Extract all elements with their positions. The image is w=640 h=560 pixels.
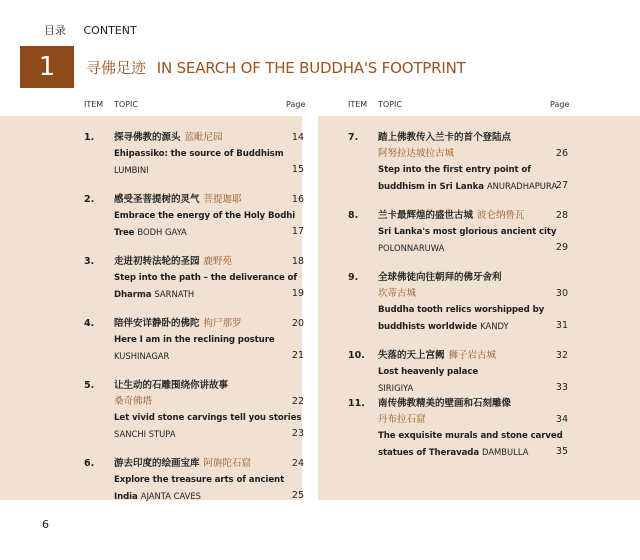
entry-zhsub-line (114, 394, 152, 410)
entry-page-second: 23 (291, 428, 304, 439)
entry-number: 4. (84, 318, 95, 329)
entry-zh-title: 南传佛教精美的壁画和石刻雕像 (378, 398, 512, 409)
chapter-title-en: IN SEARCH OF THE BUDDHA'S FOOTPRINT (156, 59, 466, 77)
toc-entry (84, 192, 318, 256)
entry-en-line (378, 428, 563, 444)
entry-en-line (114, 270, 297, 286)
entry-place-name: KUSHINAGAR (114, 351, 170, 361)
toc-entry (84, 130, 318, 194)
entry-en-line (378, 318, 509, 335)
entry-page-first: 22 (291, 396, 304, 407)
entry-page-first: 14 (291, 132, 304, 143)
entry-page-second: 31 (555, 320, 568, 331)
entry-zh-subtitle: 坎蒂古城 (378, 288, 417, 299)
entry-page-second: 27 (555, 180, 568, 191)
toc-entry (84, 378, 318, 442)
entry-en-line (114, 208, 295, 224)
entry-number: 3. (84, 256, 95, 267)
toc-entry (84, 254, 318, 318)
entry-number: 2. (84, 194, 95, 205)
entry-zh-title: 陪伴安详静卧的佛陀 (114, 318, 200, 329)
entry-zh-line (114, 316, 242, 332)
entry-zhsub-line (378, 286, 416, 302)
entry-zh-subtitle: 波仑纳鲁瓦 (477, 210, 525, 221)
entry-zh-subtitle: 拘尸那罗 (203, 318, 242, 329)
entry-zh-line (378, 270, 502, 286)
chapter-title (86, 57, 466, 78)
col-page-left: Page (286, 100, 306, 109)
entry-en-title: Explore the treasure arts of ancient (114, 475, 285, 485)
entry-number: 6. (84, 458, 95, 469)
toc-entry (348, 270, 582, 334)
entry-zh-title: 感受圣菩提树的灵气 (114, 194, 200, 205)
entry-zh-subtitle: 菩提迦耶 (203, 194, 242, 205)
entry-number: 5. (84, 380, 95, 391)
entry-place-name: LUMBINI (114, 165, 149, 175)
entry-en-line (378, 178, 557, 195)
entry-zh-line (378, 348, 496, 364)
entry-zh-line (114, 456, 251, 472)
chapter-title-zh: 寻佛足迹 (86, 59, 147, 77)
entry-en-line (114, 224, 187, 241)
entry-page-first: 18 (291, 256, 304, 267)
entry-zh-line (378, 130, 511, 146)
entry-zh-line (114, 130, 223, 146)
entry-en-title-cont: buddhism in Sri Lanka (378, 182, 484, 192)
entry-en-line (378, 364, 478, 380)
toc-entry (84, 316, 318, 380)
entry-place-line (378, 380, 413, 397)
entry-place-line (114, 162, 149, 179)
col-item-left: ITEM (84, 100, 104, 109)
top-labels (44, 22, 151, 38)
entry-place-name: KANDY (480, 321, 509, 331)
entry-en-title: Embrace the energy of the Holy Bodhi (114, 211, 296, 221)
entry-page-first: 28 (555, 210, 568, 221)
entry-zh-subtitle: 狮子岩古城 (448, 350, 497, 361)
entry-place-name: AJANTA CAVES (140, 491, 201, 501)
entry-en-title: Lost heavenly palace (378, 367, 479, 377)
entry-number: 1. (84, 132, 95, 143)
entry-place-name: POLONNARUWA (378, 243, 445, 253)
entry-zh-subtitle: 蓝毗尼园 (184, 132, 223, 143)
content-label: CONTENT (83, 24, 137, 37)
entry-en-line (114, 488, 201, 505)
entry-zh-subtitle: 丹布拉石窟 (378, 414, 426, 425)
entry-en-title-cont: buddhists worldwide (378, 322, 478, 332)
entry-place-line (114, 426, 176, 443)
col-item-right: ITEM (348, 100, 368, 109)
entry-zh-line (114, 378, 228, 394)
entry-page-first: 34 (555, 414, 568, 425)
entry-number: 7. (348, 132, 359, 143)
entry-zh-title: 走进初转法轮的圣园 (114, 256, 200, 267)
entry-zhsub-line (378, 412, 426, 428)
entry-en-line (378, 444, 528, 461)
entry-page-first: 32 (555, 350, 568, 361)
entry-en-line (114, 332, 275, 348)
col-topic-right: TOPIC (378, 100, 402, 109)
entry-place-name: BODH GAYA (137, 227, 187, 237)
entry-number: 9. (348, 272, 359, 283)
entry-zh-subtitle: 阿努拉达坡拉古城 (378, 148, 455, 159)
entry-zh-subtitle: 阿旃陀石窟 (203, 458, 252, 469)
entry-page-second: 19 (291, 288, 304, 299)
toc-entry (348, 396, 582, 460)
entry-page-second: 17 (291, 226, 304, 237)
entry-en-title: Here I am in the reclining posture (114, 335, 275, 345)
entry-en-line (114, 472, 284, 488)
entry-place-name: SIRIGIYA (378, 383, 414, 393)
entry-en-line (114, 286, 194, 303)
entry-place-name: SARNATH (154, 289, 195, 299)
entry-en-title: Step into the first entry point of (378, 165, 531, 175)
entry-page-first: 26 (555, 148, 568, 159)
entry-number: 10. (348, 350, 365, 361)
entry-zh-title: 踏上佛教传入兰卡的首个登陆点 (378, 132, 512, 143)
entry-page-second: 21 (291, 350, 304, 361)
entry-zh-title: 兰卡最辉煌的盛世古城 (378, 210, 474, 221)
entry-en-title-cont: Dharma (114, 290, 152, 300)
entry-en-title: Step into the path – the deliverance of (114, 273, 298, 283)
entry-page-second: 33 (555, 382, 568, 393)
entry-en-title: Sri Lanka's most glorious ancient city (378, 227, 557, 237)
entry-en-title: The exquisite murals and stone carved (378, 431, 563, 441)
entry-zh-title: 让生动的石雕围绕你讲故事 (114, 380, 229, 391)
toc-entry (348, 208, 582, 272)
entry-page-first: 24 (291, 458, 304, 469)
entry-zh-subtitle: 桑奇佛塔 (114, 396, 153, 407)
entry-page-second: 35 (555, 446, 568, 457)
entry-en-title-cont: India (114, 492, 138, 502)
toc-entry (84, 456, 318, 520)
entry-zh-line (378, 208, 525, 224)
entry-place-line (114, 348, 169, 365)
page-number: 6 (42, 518, 49, 531)
entry-page-second: 25 (291, 490, 304, 501)
entry-en-title-cont: statues of Theravada (378, 448, 480, 458)
entry-zh-title: 全球佛徒向往朝拜的佛牙舍利 (378, 272, 502, 283)
entry-page-first: 30 (555, 288, 568, 299)
entry-zh-title: 失落的天上宫阙 (378, 350, 445, 361)
entry-place-name: SANCHI STUPA (114, 429, 176, 439)
entry-place-name: ANURADHAPURA (486, 181, 558, 191)
entry-place-name: DAMBULLA (482, 447, 529, 457)
col-page-right: Page (550, 100, 570, 109)
entry-zh-line (114, 192, 242, 208)
entry-en-line (378, 162, 531, 178)
entry-en-title-cont: Tree (114, 228, 135, 238)
entry-number: 8. (348, 210, 359, 221)
entry-zhsub-line (378, 146, 454, 162)
entry-en-line (378, 224, 556, 240)
entry-page-second: 29 (555, 242, 568, 253)
entry-en-title: Let vivid stone carvings tell you stories (114, 413, 302, 423)
entry-zh-line (378, 396, 511, 412)
entry-page-first: 20 (291, 318, 304, 329)
entry-zh-line (114, 254, 232, 270)
toc-entry (348, 130, 582, 194)
entry-en-line (378, 302, 544, 318)
entry-zh-title: 探寻佛教的源头 (114, 132, 181, 143)
entry-zh-title: 游去印度的绘画宝库 (114, 458, 200, 469)
entry-en-line (114, 410, 301, 426)
entry-en-title: Ehipassiko: the source of Buddhism (114, 149, 284, 159)
entry-number: 11. (348, 398, 365, 409)
mulu-label: 目录 (44, 24, 66, 37)
entry-en-title: Buddha tooth relics worshipped by (378, 305, 545, 315)
chapter-number-box: 1 (20, 46, 74, 88)
col-topic-left: TOPIC (114, 100, 138, 109)
entry-place-line (378, 240, 444, 257)
entry-page-second: 15 (291, 164, 304, 175)
entry-zh-subtitle: 鹿野苑 (203, 256, 233, 267)
entry-page-first: 16 (291, 194, 304, 205)
entry-en-line (114, 146, 284, 162)
